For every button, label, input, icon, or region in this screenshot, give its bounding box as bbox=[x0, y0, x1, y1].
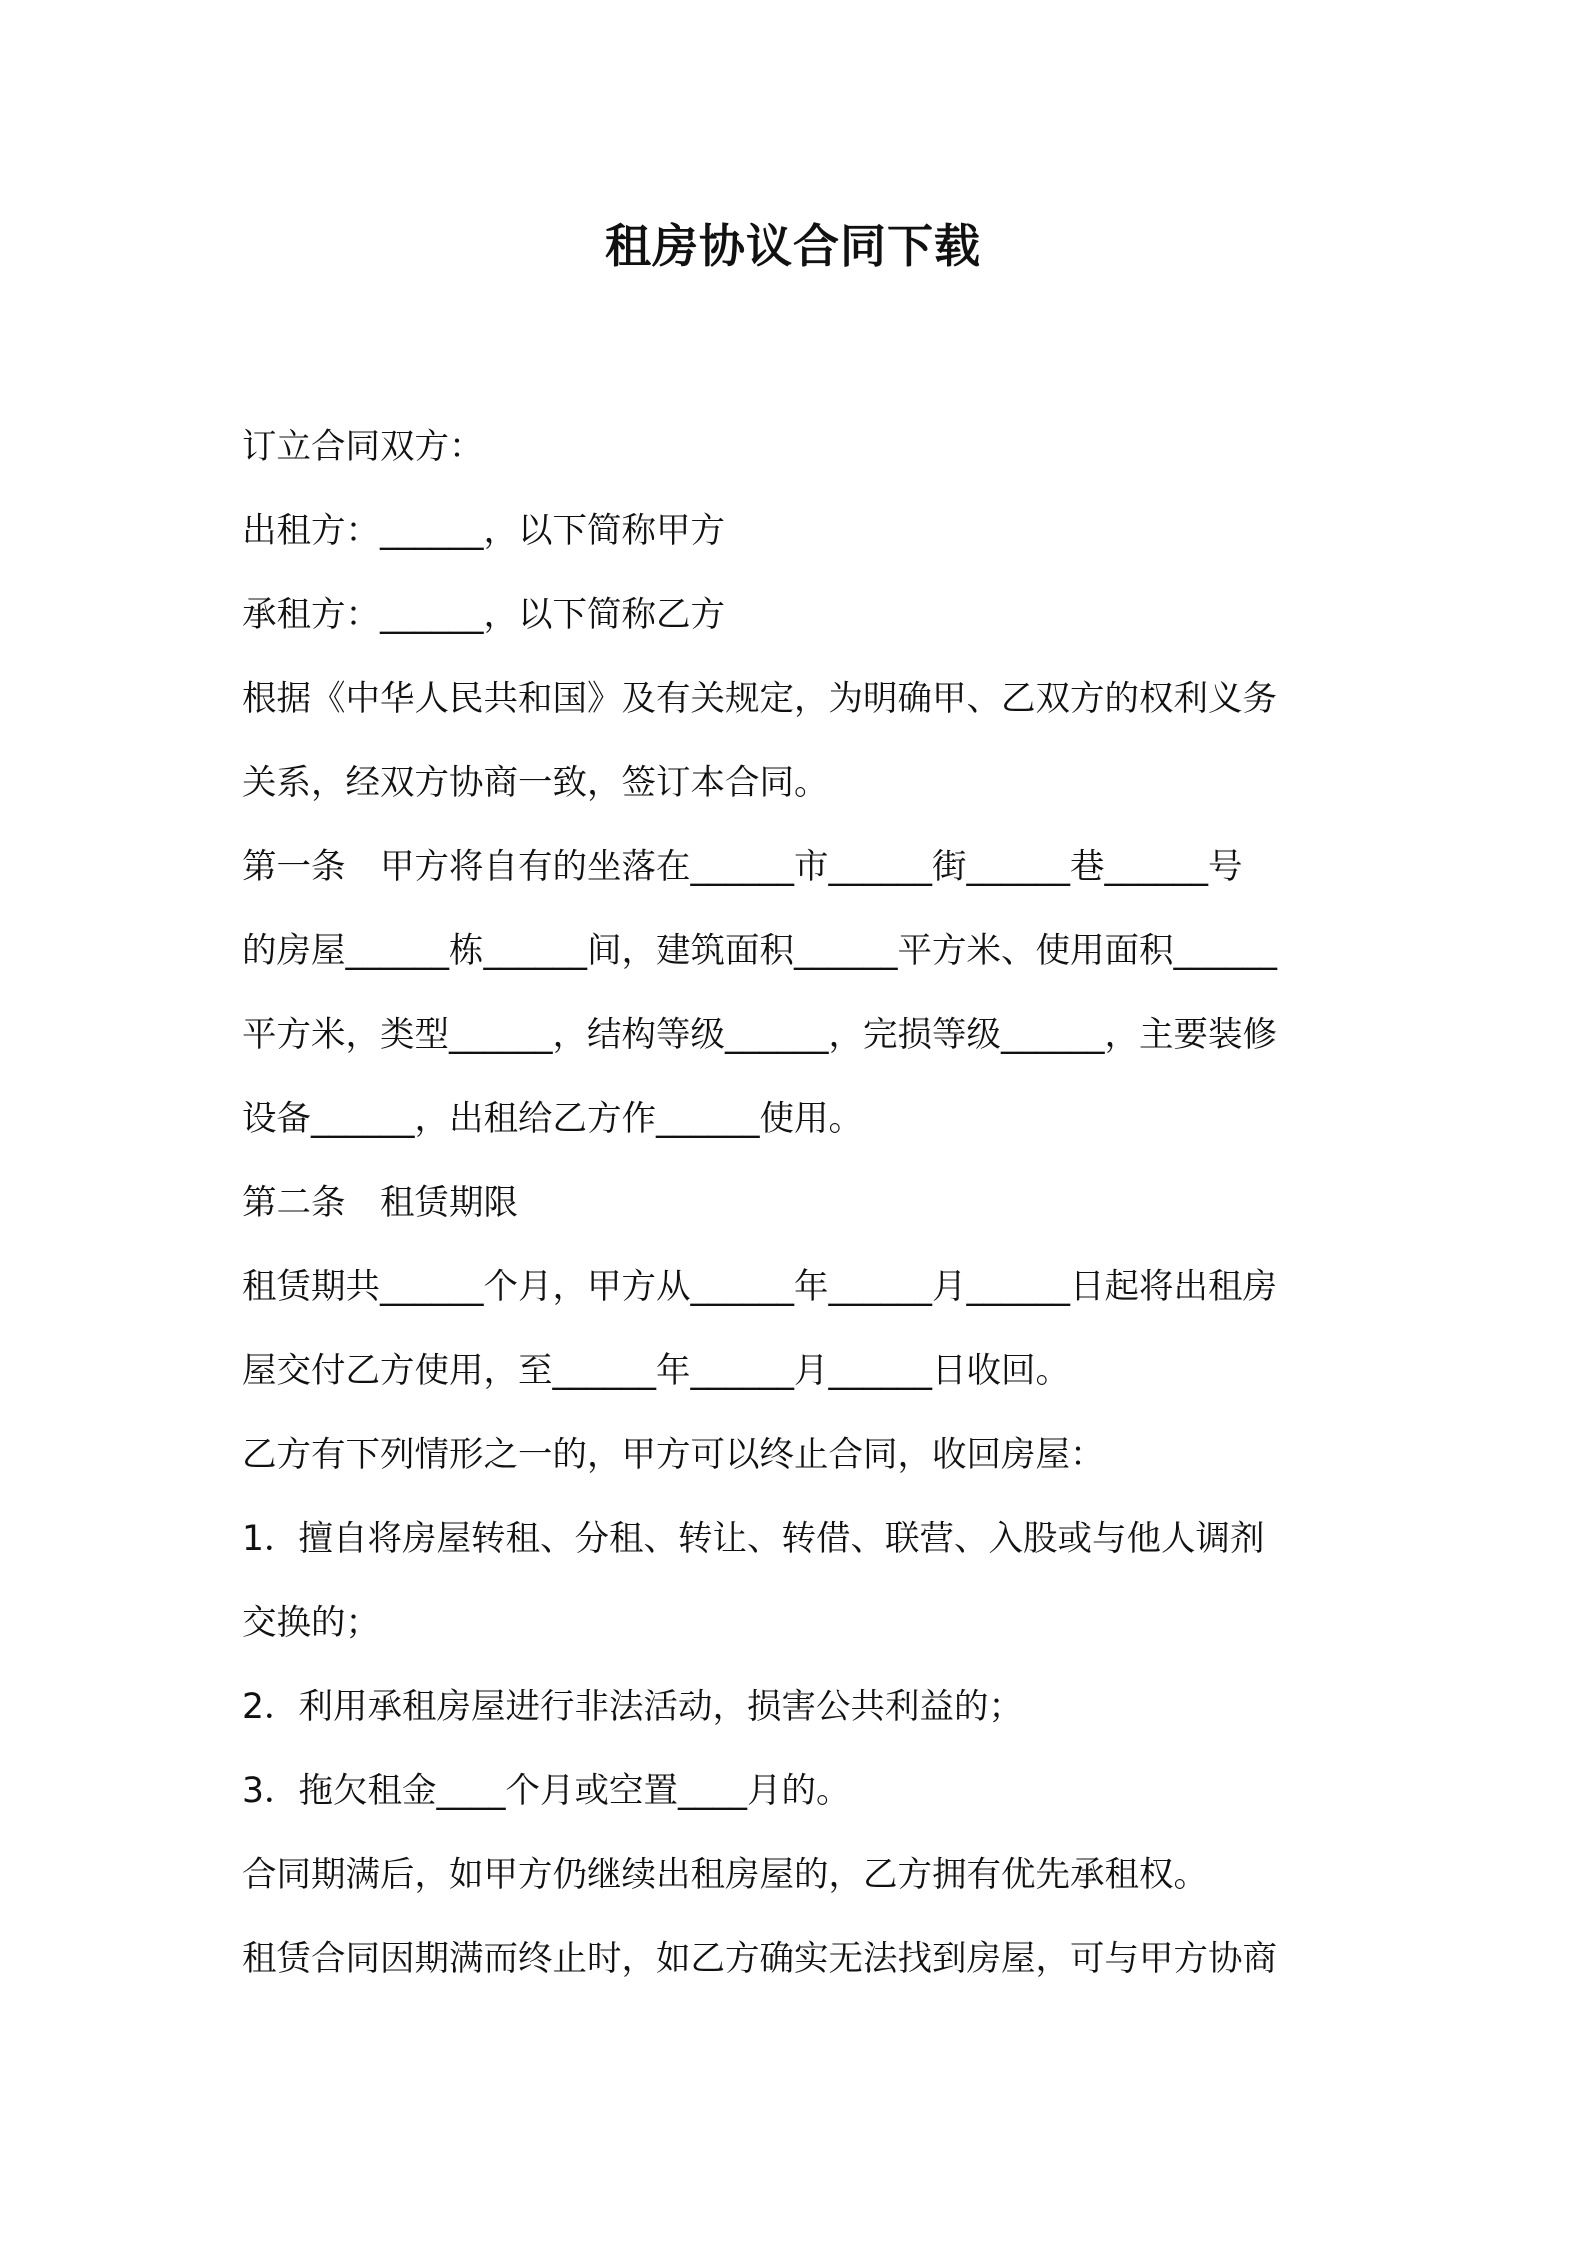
paragraph-line: 平方米，类型______，结构等级______，完损等级______，主要装修 bbox=[242, 1015, 1277, 1055]
paragraph-line: 订立合同双方： bbox=[242, 427, 484, 467]
paragraph-line: 租赁期共______个月，甲方从______年______月______日起将出租房 bbox=[242, 1267, 1277, 1307]
document-body bbox=[242, 405, 1354, 2001]
paragraph-line: 第一条 甲方将自有的坐落在______市______街______巷______号 bbox=[242, 847, 1243, 887]
paragraph-line: 的房屋______栋______间，建筑面积______平方米、使用面积______ bbox=[242, 931, 1277, 971]
paragraph-line: 屋交付乙方使用，至______年______月______日收回。 bbox=[242, 1351, 1070, 1391]
paragraph-line: 根据《中华人民共和国》及有关规定，为明确甲、乙双方的权利义务 bbox=[242, 679, 1277, 719]
paragraph-line: 1．擅自将房屋转租、分租、转让、转借、联营、入股或与他人调剂 bbox=[242, 1519, 1265, 1559]
paragraph-line: 设备______，出租给乙方作______使用。 bbox=[242, 1099, 863, 1139]
paragraph-line: 乙方有下列情形之一的，甲方可以终止合同，收回房屋： bbox=[242, 1435, 1105, 1475]
paragraph-line: 3．拖欠租金____个月或空置____月的。 bbox=[242, 1771, 851, 1811]
paragraph-line: 2．利用承租房屋进行非法活动，损害公共利益的； bbox=[242, 1687, 1023, 1727]
document-title: 租房协议合同下载 bbox=[605, 219, 981, 273]
paragraph-line: 承租方：______，以下简称乙方 bbox=[242, 595, 725, 635]
paragraph-line: 交换的； bbox=[242, 1603, 380, 1643]
paragraph-line: 出租方：______，以下简称甲方 bbox=[242, 511, 725, 551]
paragraph-line: 合同期满后，如甲方仍继续出租房屋的，乙方拥有优先承租权。 bbox=[242, 1855, 1208, 1895]
paragraph-line: 关系，经双方协商一致，签订本合同。 bbox=[242, 763, 829, 803]
paragraph-line: 租赁合同因期满而终止时，如乙方确实无法找到房屋，可与甲方协商 bbox=[242, 1939, 1277, 1979]
paragraph-line: 第二条 租赁期限 bbox=[242, 1183, 518, 1223]
